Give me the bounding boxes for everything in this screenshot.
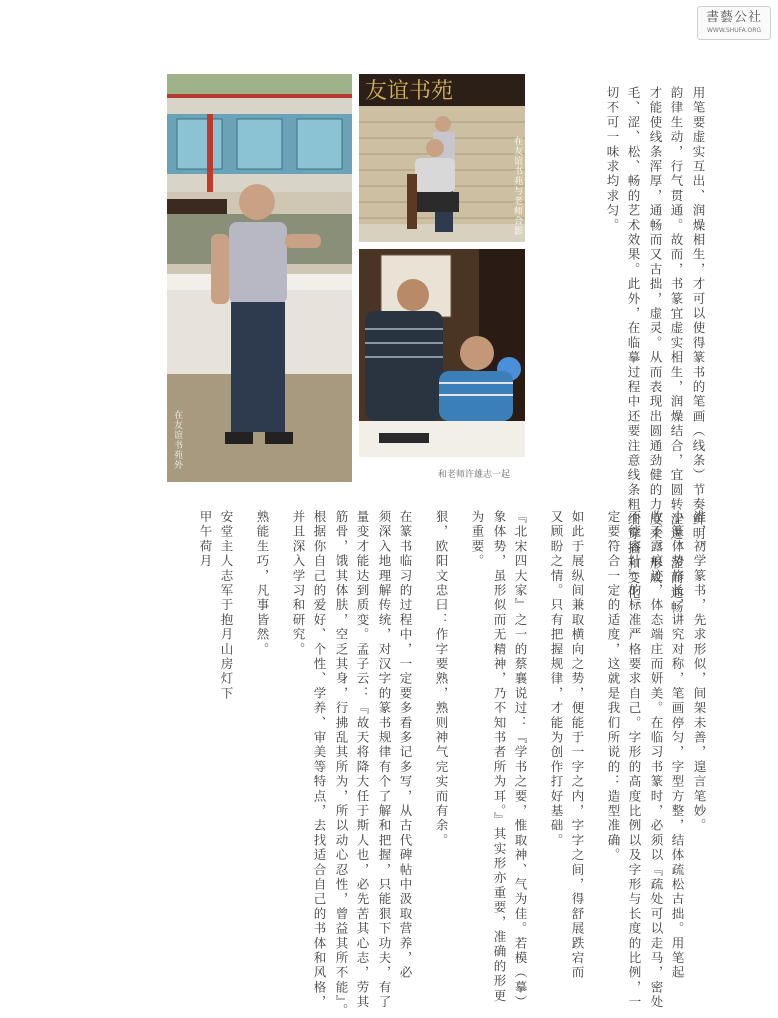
left-photo-caption: 在友谊书苑外 [172, 410, 182, 470]
lower-column-23: 熟能生巧，凡事皆然。 [255, 510, 270, 657]
upper-column-2: 韵律生动，行气贯通。故而，书篆宜虚实相生，润燥结合，宜圆转涩进，涩而通畅， [669, 86, 684, 630]
top-right-photo-caption: 在友谊书苑与老师合影 [512, 136, 522, 236]
photo-with-teacher-xu-xiongzhi [359, 249, 525, 457]
logo-glyphs: 書藝公社 [705, 10, 762, 25]
lower-column-4: 不能容针』的标准严格要求自己。字形的高度比例以及字形与长度的比例，一 [627, 510, 642, 1010]
bottom-right-photo-caption: 和老师许雄志一起 [438, 470, 511, 480]
lower-column-3: 收不露痕迹，体态端庄而妍美。在临习书篆时，必须以『疏处可以走马，密处 [649, 510, 664, 1010]
lower-column-11: 象体势，虽形似而无精神，乃不知书者所为耳。』其实形亦重要，准确的形更 [492, 510, 507, 1004]
lower-column-7: 如此于展纵间兼取横向之势，便能于一字之内，字字之间，得舒展跌宕而 [570, 510, 585, 981]
site-logo[interactable] [697, 6, 771, 40]
photo-with-teacher-at-bookstore [359, 74, 525, 242]
upper-column-1: 用笔要虚实互出、润燥相生，才可以使得篆书的笔画（线条）节奏鲜明， [691, 86, 706, 557]
lower-column-18: 量变才能达到质变。孟子云：『故天将降大任于斯人也，必先苦其心志，劳其 [355, 510, 370, 1010]
lower-column-5: 定要符合一定的适度，这就是我们所说的：造型准确。 [606, 510, 621, 863]
lower-column-16: 在篆书临习的过程中，一定要多看多记多写，从古代碑帖中汲取营养，必 [398, 510, 413, 981]
lower-column-21: 并且深入学习和研究。 [291, 510, 306, 657]
lower-column-1: 准，初学篆书，先求形似，间架未善，遑言笔妙。 [692, 510, 707, 834]
lower-column-10: 『北宋四大家』之一的蔡襄说过：『学书之要，惟取神、气为佳。若模（摹） [513, 510, 528, 1010]
lower-column-8: 又顾盼之情。只有把握规律，才能为创作打好基础。 [549, 510, 564, 849]
lower-column-2: 小篆体势修长，讲究对称，笔画停匀，字型方整，结体疏松古拙。用笔起 [670, 510, 685, 981]
sign-text: 友谊书苑 [365, 79, 454, 104]
upper-column-3: 才能使线条浑厚，通畅而又古拙，虚灵。从而表现出圆通劲健的力度来，形成 [648, 86, 663, 586]
photo-outside-bookstore [167, 74, 352, 482]
upper-column-4: 毛、涩、松、畅的艺术效果。此外，在临摹过程中还要注意线条粗细穿插和变化， [626, 86, 641, 616]
lower-column-17: 须深入地理解传统，对汉字的篆书规律有个了解和把握，只能狠下功夫，有了 [377, 510, 392, 1010]
signature-line: 安堂主人志军于抱月山房灯下 [219, 510, 234, 702]
date-line: 甲午荷月 [198, 510, 213, 569]
upper-column-5: 切不可一味求均求匀。 [605, 86, 620, 233]
lower-column-20: 根据你自己的爱好、个性、学养、审美等特点，去找适合自己的书体和风格， [312, 510, 327, 1010]
lower-column-12: 为重要。 [470, 510, 485, 569]
lower-column-19: 筋骨，饿其体肤，空乏其身，行拂乱其所为，所以动心忍性，曾益其所不能』。 [334, 510, 349, 1018]
logo-url: WWW.SHUFA.ORG [706, 27, 762, 34]
lower-column-14: 狠，欧阳文忠曰：作字要熟，熟则神气完实而有余。 [434, 510, 449, 849]
